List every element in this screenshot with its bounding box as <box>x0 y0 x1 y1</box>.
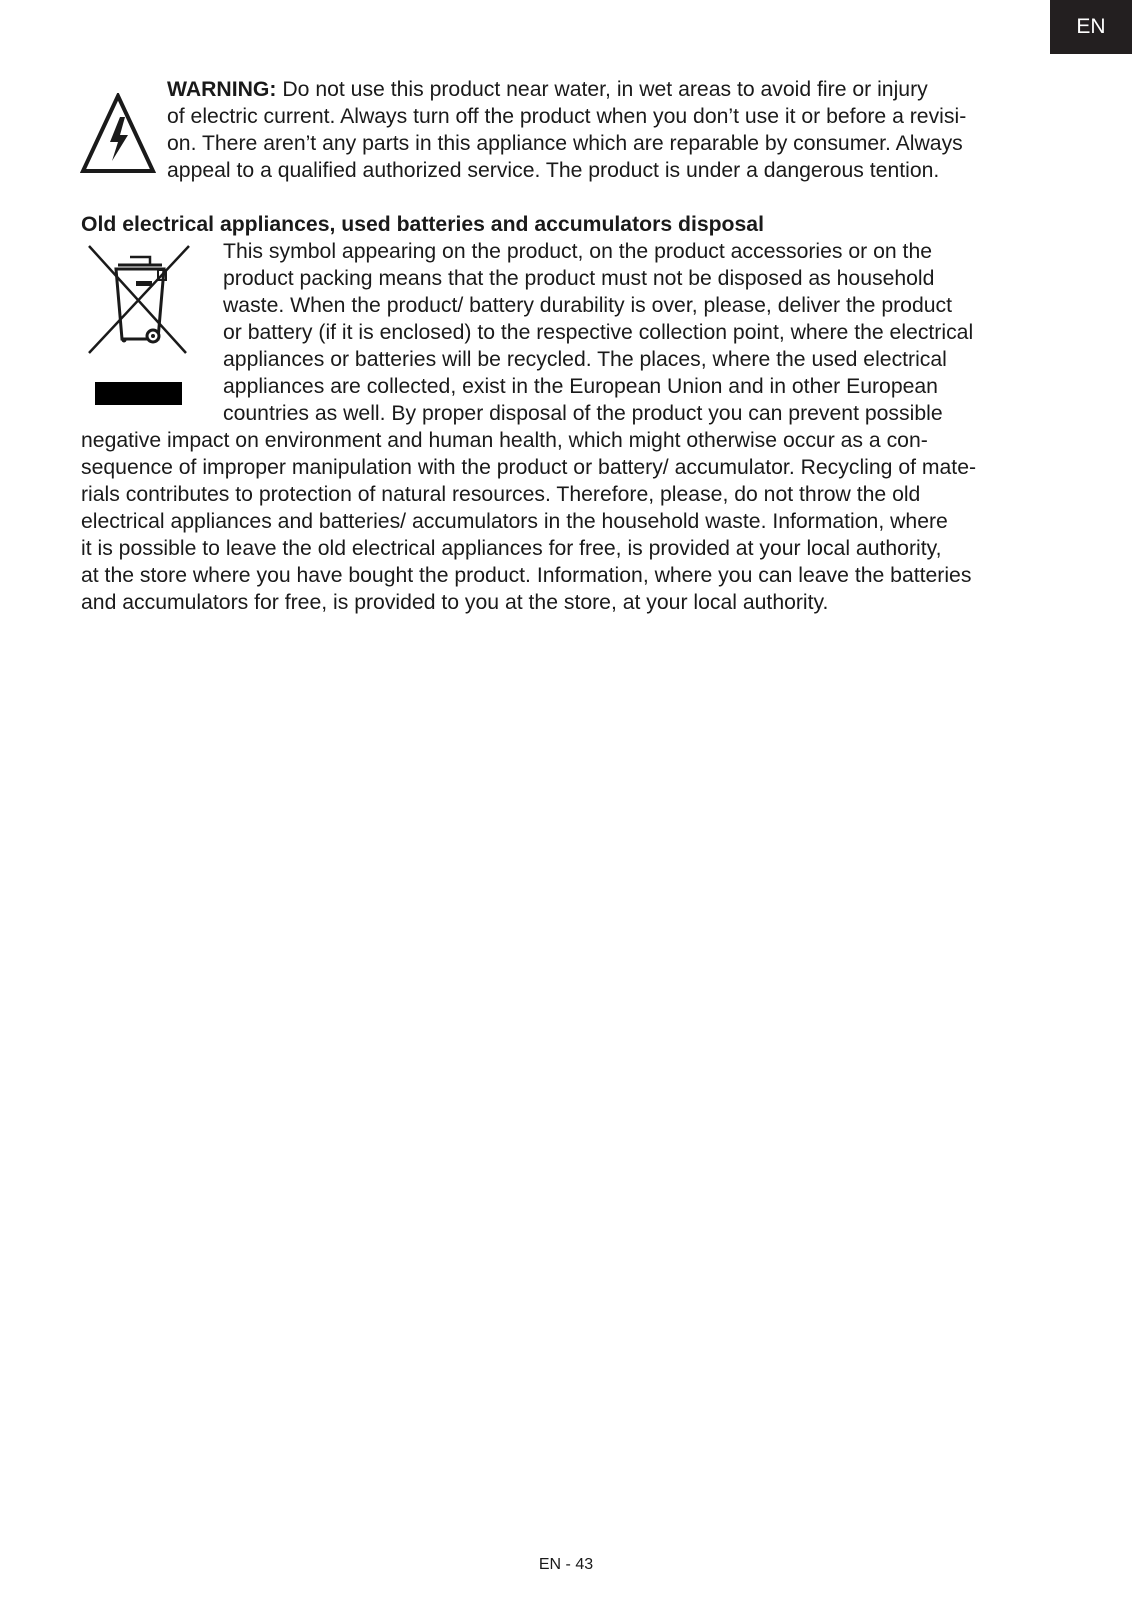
disposal-line: product packing means that the product must not be disposed as household <box>223 267 935 290</box>
warning-line: on. There aren’t any parts in this appliance which are reparable by consumer. Always <box>167 132 963 155</box>
warning-paragraph <box>167 76 1047 184</box>
electric-hazard-triangle-icon <box>80 93 156 175</box>
disposal-line: This symbol appearing on the product, on the product accessories or on the <box>223 240 933 263</box>
page-number: EN - 43 <box>538 1556 594 1573</box>
warning-line: appeal to a qualified authorized service. The product is under a dangerous tention. <box>167 159 940 182</box>
disposal-line: and accumulators for free, is provided to you at the store, at your local authority. <box>81 591 829 614</box>
warning-line: WARNING: Do not use this product near water, in wet areas to avoid fire or injury <box>167 78 928 101</box>
warning-line: of electric current. Always turn off the product when you don’t use it or before a revisi- <box>167 105 967 128</box>
disposal-line: waste. When the product/ battery durability is over, please, deliver the product <box>223 294 953 317</box>
language-tab: EN <box>1050 0 1132 54</box>
disposal-line: it is possible to leave the old electrical appliances for free, is provided at your local authority, <box>81 537 942 560</box>
disposal-line: sequence of improper manipulation with the product or battery/ accumulator. Recycling of mate- <box>81 456 977 479</box>
disposal-line: appliances or batteries will be recycled. The places, where the used electrical <box>223 348 947 371</box>
disposal-section-title: Old electrical appliances, used batteries and accumulators disposal <box>81 213 764 236</box>
disposal-line: appliances are collected, exist in the European Union and in other European <box>223 375 938 398</box>
disposal-line: countries as well. By proper disposal of the product you can prevent possible <box>223 402 943 425</box>
disposal-line: rials contributes to protection of natural resources. Therefore, please, do not throw the old <box>81 483 921 506</box>
disposal-line: at the store where you have bought the product. Information, where you can leave the batteries <box>81 564 972 587</box>
disposal-paragraph <box>0 238 976 616</box>
disposal-line: or battery (if it is enclosed) to the respective collection point, where the electrical <box>223 321 974 344</box>
disposal-line: electrical appliances and batteries/ accumulators in the household waste. Information, where <box>81 510 948 533</box>
warning-label: WARNING: <box>167 78 277 101</box>
disposal-line: negative impact on environment and human health, which might otherwise occur as a con- <box>81 429 928 452</box>
